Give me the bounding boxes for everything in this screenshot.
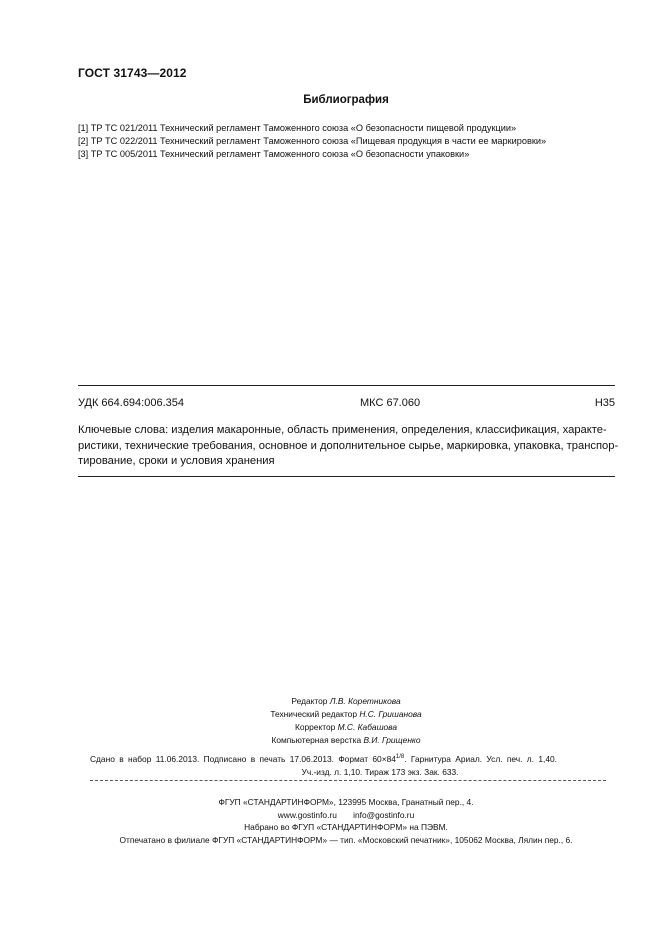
okp-code: Н35 [594,397,615,409]
print-info-line: Уч.-изд. л. 1,10. Тираж 173 экз. Зак. 633. [301,766,459,777]
print-info-line: Сдано в набор 11.06.2013. Подписано в печать 17.06.2013. Формат $60\times 84^{1/8}$. Гарнитура Ариал. Усл. печ. л. 1,40. [90,753,557,764]
print-info [90,751,610,779]
credits-block [0,695,661,747]
publisher-line: ФГУП «СТАНДАРТИНФОРМ», 123995 Москва, Гранатный пер., 4. [218,797,474,807]
bibliography-item: [2] ТР ТС 022/2011 Технический регламент Таможенного союза «Пищевая продукция в части ее маркировки» [78,136,547,146]
tech-editor-name: Н.С. Гришанова [359,709,422,719]
bibliography-item: [1] ТР ТС 021/2011 Технический регламент Таможенного союза «О безопасности пищевой продукции» [78,123,517,133]
dashed-divider [90,780,606,781]
bibliography-list [78,122,618,161]
layout-name: В.И. Грищенко [363,735,421,745]
keywords-line: ристики, технические требования, основное и дополнительное сырье, маркировка, упаковка, транспор- [78,439,619,452]
credit-line: Компьютерная верстка В.И. Грищенко [271,735,421,745]
bibliography-title: Библиография [303,94,389,106]
credit-line: Корректор М.С. Кабашова [294,722,398,732]
publisher-line: www.gostinfo.ru info@gostinfo.ru [277,809,415,820]
keywords-line: тирование, сроки и условия хранения [78,455,275,467]
publisher-line: Отпечатано в филиале ФГУП «СТАНДАРТИНФОРМ» — тип. «Московский печатник», 105062 Москва, Лялин пер., 6. [119,834,573,845]
mks-code: МКС 67.060 [360,397,421,409]
top-divider [78,385,615,386]
credit-line: Редактор Л.В. Коретникова [291,696,401,706]
bibliography-item: [3] ТР ТС 005/2011 Технический регламент Таможенного союза «О безопасности упаковки» [78,149,470,159]
format-fraction: 1/8 [395,754,405,760]
publisher-line: Набрано во ФГУП «СТАНДАРТИНФОРМ» на ПЭВМ. [244,822,448,832]
editor-name: Л.В. Коретникова [329,696,401,706]
document-code: ГОСТ 31743—2012 [78,66,187,80]
keywords-line: Ключевые слова: изделия макаронные, область применения, определения, классификация, характе- [78,424,607,436]
udk-code: УДК 664.694:006.354 [78,397,184,409]
publisher-block [0,796,661,846]
proofreader-name: М.С. Кабашова [337,722,398,732]
bottom-divider [78,476,615,477]
classification-row [78,397,615,413]
keywords-paragraph [78,423,619,470]
credit-line: Технический редактор Н.С. Гришанова [270,709,422,719]
